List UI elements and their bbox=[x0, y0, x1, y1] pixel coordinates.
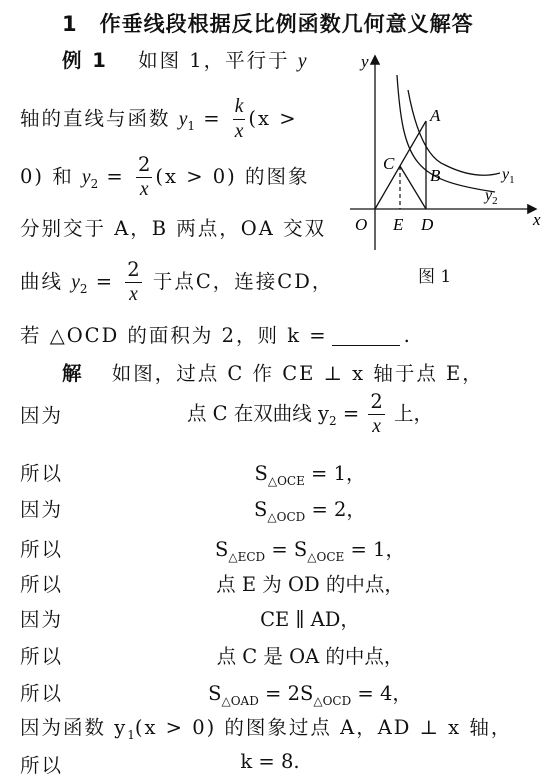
row-label: 因为 bbox=[20, 404, 64, 427]
label-E: E bbox=[393, 215, 404, 234]
label-A: A bbox=[430, 106, 441, 125]
row-expression: 点 C 在双曲线 $y_2$ = $\frac{2}{x}$ 上， bbox=[186, 390, 434, 437]
label-C: C bbox=[383, 154, 395, 173]
row-label: 所以 bbox=[20, 462, 64, 485]
row-expression: 点 E 为 OD 的中点， bbox=[216, 573, 404, 596]
example-line-1: 例 1 如图 1，平行于 y bbox=[62, 49, 307, 72]
row-expression: 点 C 是 OA 的中点， bbox=[216, 645, 404, 668]
label-B: B bbox=[430, 166, 441, 185]
label-y-axis: y bbox=[361, 52, 369, 71]
answer-blank bbox=[332, 345, 400, 346]
label-y1: $y_1$ bbox=[502, 166, 515, 186]
row-label: 所以 bbox=[20, 573, 64, 596]
fraction-2-over-x: $\frac{2}{x}$ bbox=[137, 153, 151, 200]
row-label: 所以 bbox=[20, 682, 64, 705]
solution-last-line: 因为函数 $y_1(x > 0)$ 的图象过点 A，AD ⊥ x 轴， bbox=[20, 716, 513, 742]
row-expression: $S_{\triangle OCE} = 1$， bbox=[254, 462, 366, 488]
label-D: D bbox=[421, 215, 434, 234]
row-label: 因为 bbox=[20, 498, 64, 521]
row-expression: $S_{\triangle OAD} = 2S_{\triangle OCD} = 4$， bbox=[208, 682, 412, 708]
example-line-5: 曲线 $y_2$ = $\frac{2}{x}$ 于点C，连接CD， bbox=[20, 258, 334, 305]
row-expression: $S_{\triangle ECD} = S_{\triangle OCE} = 1$， bbox=[215, 538, 405, 564]
solution-intro: 解 如图，过点 C 作 CE ⊥ x 轴于点 E， bbox=[62, 362, 484, 385]
label-O: O bbox=[355, 215, 368, 234]
fraction-2-over-x-b: $\frac{2}{x}$ bbox=[127, 258, 140, 305]
row-expression: CE ∥ AD， bbox=[260, 608, 360, 631]
label-x-axis: x bbox=[533, 210, 541, 229]
segment-CD bbox=[400, 166, 426, 209]
row-label: 所以 bbox=[20, 538, 64, 561]
section-heading: 1 作垂线段根据反比例函数几何意义解答 bbox=[62, 12, 474, 36]
solution-label: 解 bbox=[62, 362, 84, 385]
row-expression: $S_{\triangle OCD} = 2$， bbox=[254, 498, 366, 524]
row-label: 所以 bbox=[20, 645, 64, 668]
example-line-3: 0) 和 $y_2$ = $\frac{2}{x}$ (x > 0) 的图象 bbox=[20, 153, 310, 200]
final-answer: k = 8. bbox=[240, 750, 300, 773]
example-label: 例 1 bbox=[62, 49, 108, 72]
example-line-6: 若 △OCD 的面积为 2，则 k = . bbox=[20, 324, 412, 347]
example-line-2: 轴的直线与函数 $y_1$ = $\frac{k}{x}$ (x > bbox=[20, 96, 298, 142]
example-line-4: 分别交于 A，B 两点，OA 交双 bbox=[20, 217, 327, 240]
figure-caption: 图 1 bbox=[418, 267, 452, 287]
curve-y2 bbox=[397, 75, 495, 192]
label-y2: $y_2$ bbox=[485, 187, 498, 207]
final-label: 所以 bbox=[20, 754, 64, 777]
row-label: 因为 bbox=[20, 608, 64, 631]
fraction-k-over-x: $\frac{k}{x}$ bbox=[234, 96, 244, 142]
